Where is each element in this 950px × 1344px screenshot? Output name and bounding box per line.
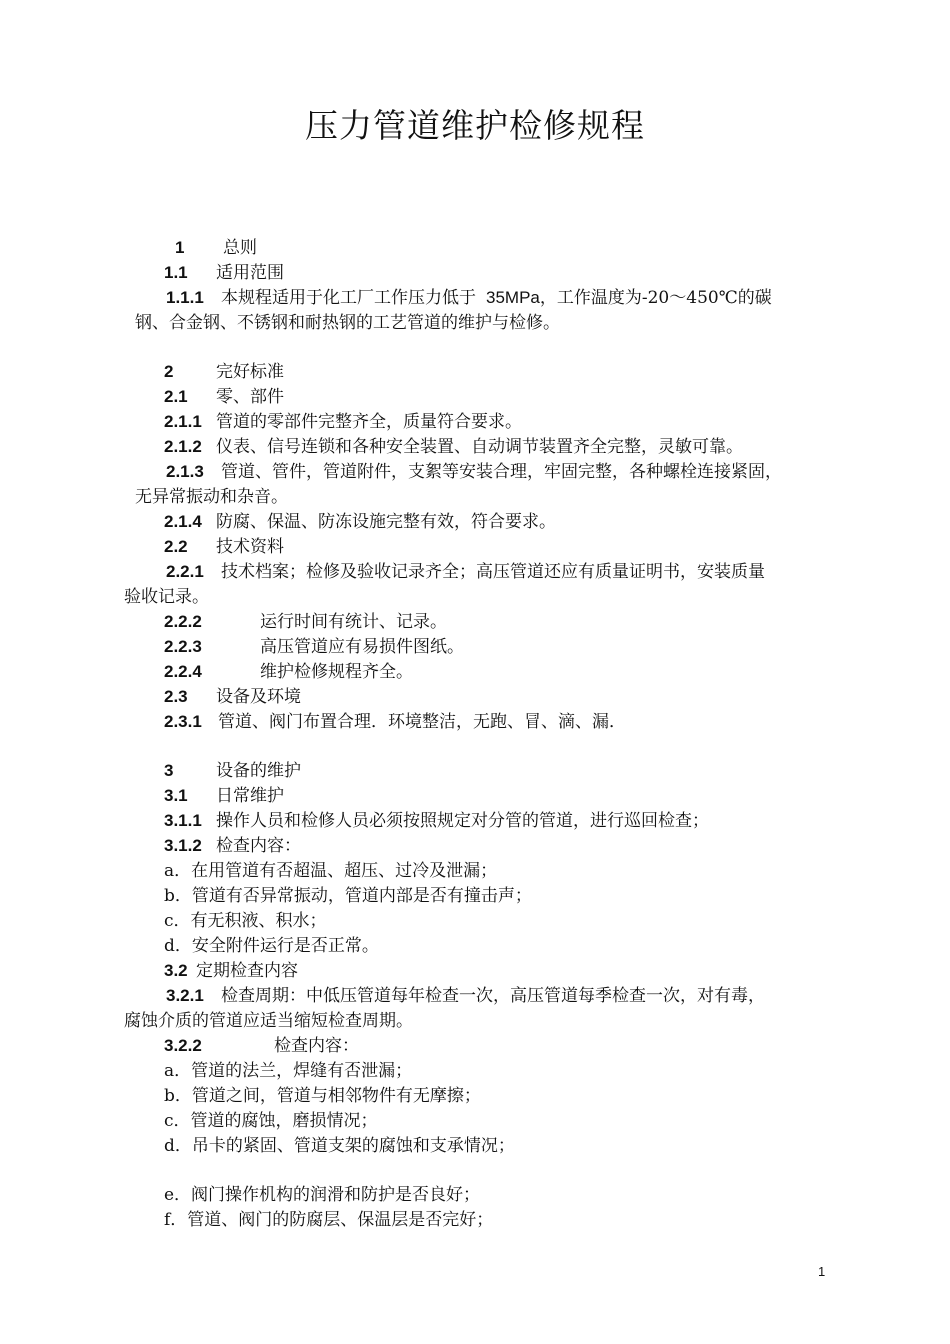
heading-text: 设备及环境 (216, 687, 301, 707)
clause-number: 3.1.1 (164, 811, 202, 830)
clause-2-1-3 (166, 461, 782, 483)
clause-text: 操作人员和检修人员必须按照规定对分管的管道，进行巡回检查； (216, 811, 709, 831)
heading-2 (164, 361, 284, 383)
heading-number: 3.1 (164, 786, 188, 805)
heading-number: 1.1 (164, 263, 188, 282)
clause-text: 高压管道应有易损件图纸。 (260, 637, 464, 657)
heading-1 (175, 237, 257, 259)
list-item: b．管道有否异常振动，管道内部是否有撞击声； (164, 886, 532, 906)
clause-2-2-2 (164, 611, 447, 633)
clause-3-2-2 (164, 1035, 359, 1057)
list-item: e．阀门操作机构的润滑和防护是否良好； (164, 1185, 481, 1205)
page-number: 1 (818, 1264, 826, 1279)
clause-2-2-1 (166, 561, 765, 583)
clause-3-2-1-continued: 腐蚀介质的管道应适当缩短检查周期。 (124, 1011, 413, 1031)
clause-text: 检查内容： (274, 1036, 359, 1056)
list-item: b．管道之间，管道与相邻物件有无摩擦； (164, 1086, 481, 1106)
clause-text: 仪表、信号连锁和各种安全装置、自动调节装置齐全完整，灵敏可靠。 (216, 437, 743, 457)
heading-number: 2.1 (164, 387, 188, 406)
clause-text: 技术档案；检修及验收记录齐全；高压管道还应有质量证明书，安装质量 (221, 562, 765, 582)
heading-number: 2.2 (164, 537, 188, 556)
clause-2-2-4 (164, 661, 413, 683)
heading-2-3 (164, 686, 301, 708)
clause-3-2-1 (166, 985, 765, 1007)
list-item: c．有无积液、积水； (164, 911, 327, 931)
clause-number: 3.2.1 (166, 986, 204, 1005)
clause-number: 2.1.4 (164, 512, 202, 531)
clause-3-1-2 (164, 835, 301, 857)
clause-2-1-3-continued: 无异常振动和杂音。 (135, 487, 288, 507)
clause-2-3-1 (164, 711, 626, 733)
clause-number: 1.1.1 (166, 288, 204, 307)
clause-2-2-3 (164, 636, 464, 658)
clause-1-1-1-continued: 钢、合金钢、不锈钢和耐热钢的工艺管道的维护与检修。 (135, 313, 560, 333)
list-item: d．吊卡的紧固、管道支架的腐蚀和支承情况； (164, 1136, 515, 1156)
clause-text: 运行时间有统计、记录。 (260, 612, 447, 632)
clause-text: 管道的零部件完整齐全，质量符合要求。 (216, 412, 522, 432)
heading-text: 设备的维护 (216, 761, 301, 781)
clause-number: 2.1.2 (164, 437, 202, 456)
clause-number: 2.1.1 (164, 412, 202, 431)
pressure-value: 35MPa (486, 288, 540, 307)
list-item: c．管道的腐蚀，磨损情况； (164, 1111, 378, 1131)
list-item: a．在用管道有否超温、超压、过冷及泄漏； (164, 861, 498, 881)
clause-1-1-1 (166, 287, 772, 309)
list-item: a．管道的法兰，焊缝有否泄漏； (164, 1061, 413, 1081)
clause-number: 2.3.1 (164, 712, 202, 731)
clause-text-tail: ，工作温度为-20～450℃的碳 (539, 288, 772, 308)
heading-number: 2 (164, 362, 174, 381)
clause-number: 2.2.3 (164, 637, 202, 656)
clause-3-1-1 (164, 810, 709, 832)
list-item: d．安全附件运行是否正常。 (164, 936, 379, 956)
clause-number: 2.2.1 (166, 562, 204, 581)
clause-text: 检查内容： (216, 836, 301, 856)
clause-2-2-1-continued: 验收记录。 (124, 587, 209, 607)
heading-number: 3.2 (164, 961, 188, 980)
heading-text: 定期检查内容 (196, 961, 298, 981)
list-item: f．管道、阀门的防腐层、保温层是否完好； (164, 1210, 494, 1230)
clause-number: 3.1.2 (164, 836, 202, 855)
clause-text: 防腐、保温、防冻设施完整有效，符合要求。 (216, 512, 556, 532)
heading-text: 技术资料 (216, 537, 284, 557)
clause-number: 2.2.2 (164, 612, 202, 631)
clause-text: 本规程适用于化工厂工作压力低于 (221, 288, 476, 308)
heading-text: 日常维护 (216, 786, 284, 806)
clause-number: 2.2.4 (164, 662, 202, 681)
heading-3 (164, 760, 301, 782)
heading-2-1 (164, 386, 284, 408)
heading-2-2 (164, 536, 284, 558)
heading-1-1 (164, 262, 284, 284)
heading-3-2 (164, 960, 298, 982)
clause-number: 2.1.3 (166, 462, 204, 481)
clause-number: 3.2.2 (164, 1036, 202, 1055)
clause-2-1-4 (164, 511, 556, 533)
heading-text: 零、部件 (216, 387, 284, 407)
clause-text: 管道、阀门布置合理．环境整洁，无跑、冒、滴、漏． (218, 712, 626, 732)
heading-text: 总则 (223, 238, 257, 258)
heading-text: 适用范围 (216, 263, 284, 283)
clause-text: 检查周期：中低压管道每年检查一次，高压管道每季检查一次，对有毒， (221, 986, 765, 1006)
heading-number: 3 (164, 761, 174, 780)
clause-text: 维护检修规程齐全。 (260, 662, 413, 682)
heading-number: 2.3 (164, 687, 188, 706)
document-title: 压力管道维护检修规程 (305, 106, 645, 145)
heading-text: 完好标准 (216, 362, 284, 382)
heading-number: 1 (175, 238, 185, 257)
heading-3-1 (164, 785, 284, 807)
clause-2-1-2 (164, 436, 743, 458)
clause-2-1-1 (164, 411, 522, 433)
clause-text: 管道、管件，管道附件，支絮等安装合理，牢固完整，各种螺栓连接紧固， (221, 462, 782, 482)
